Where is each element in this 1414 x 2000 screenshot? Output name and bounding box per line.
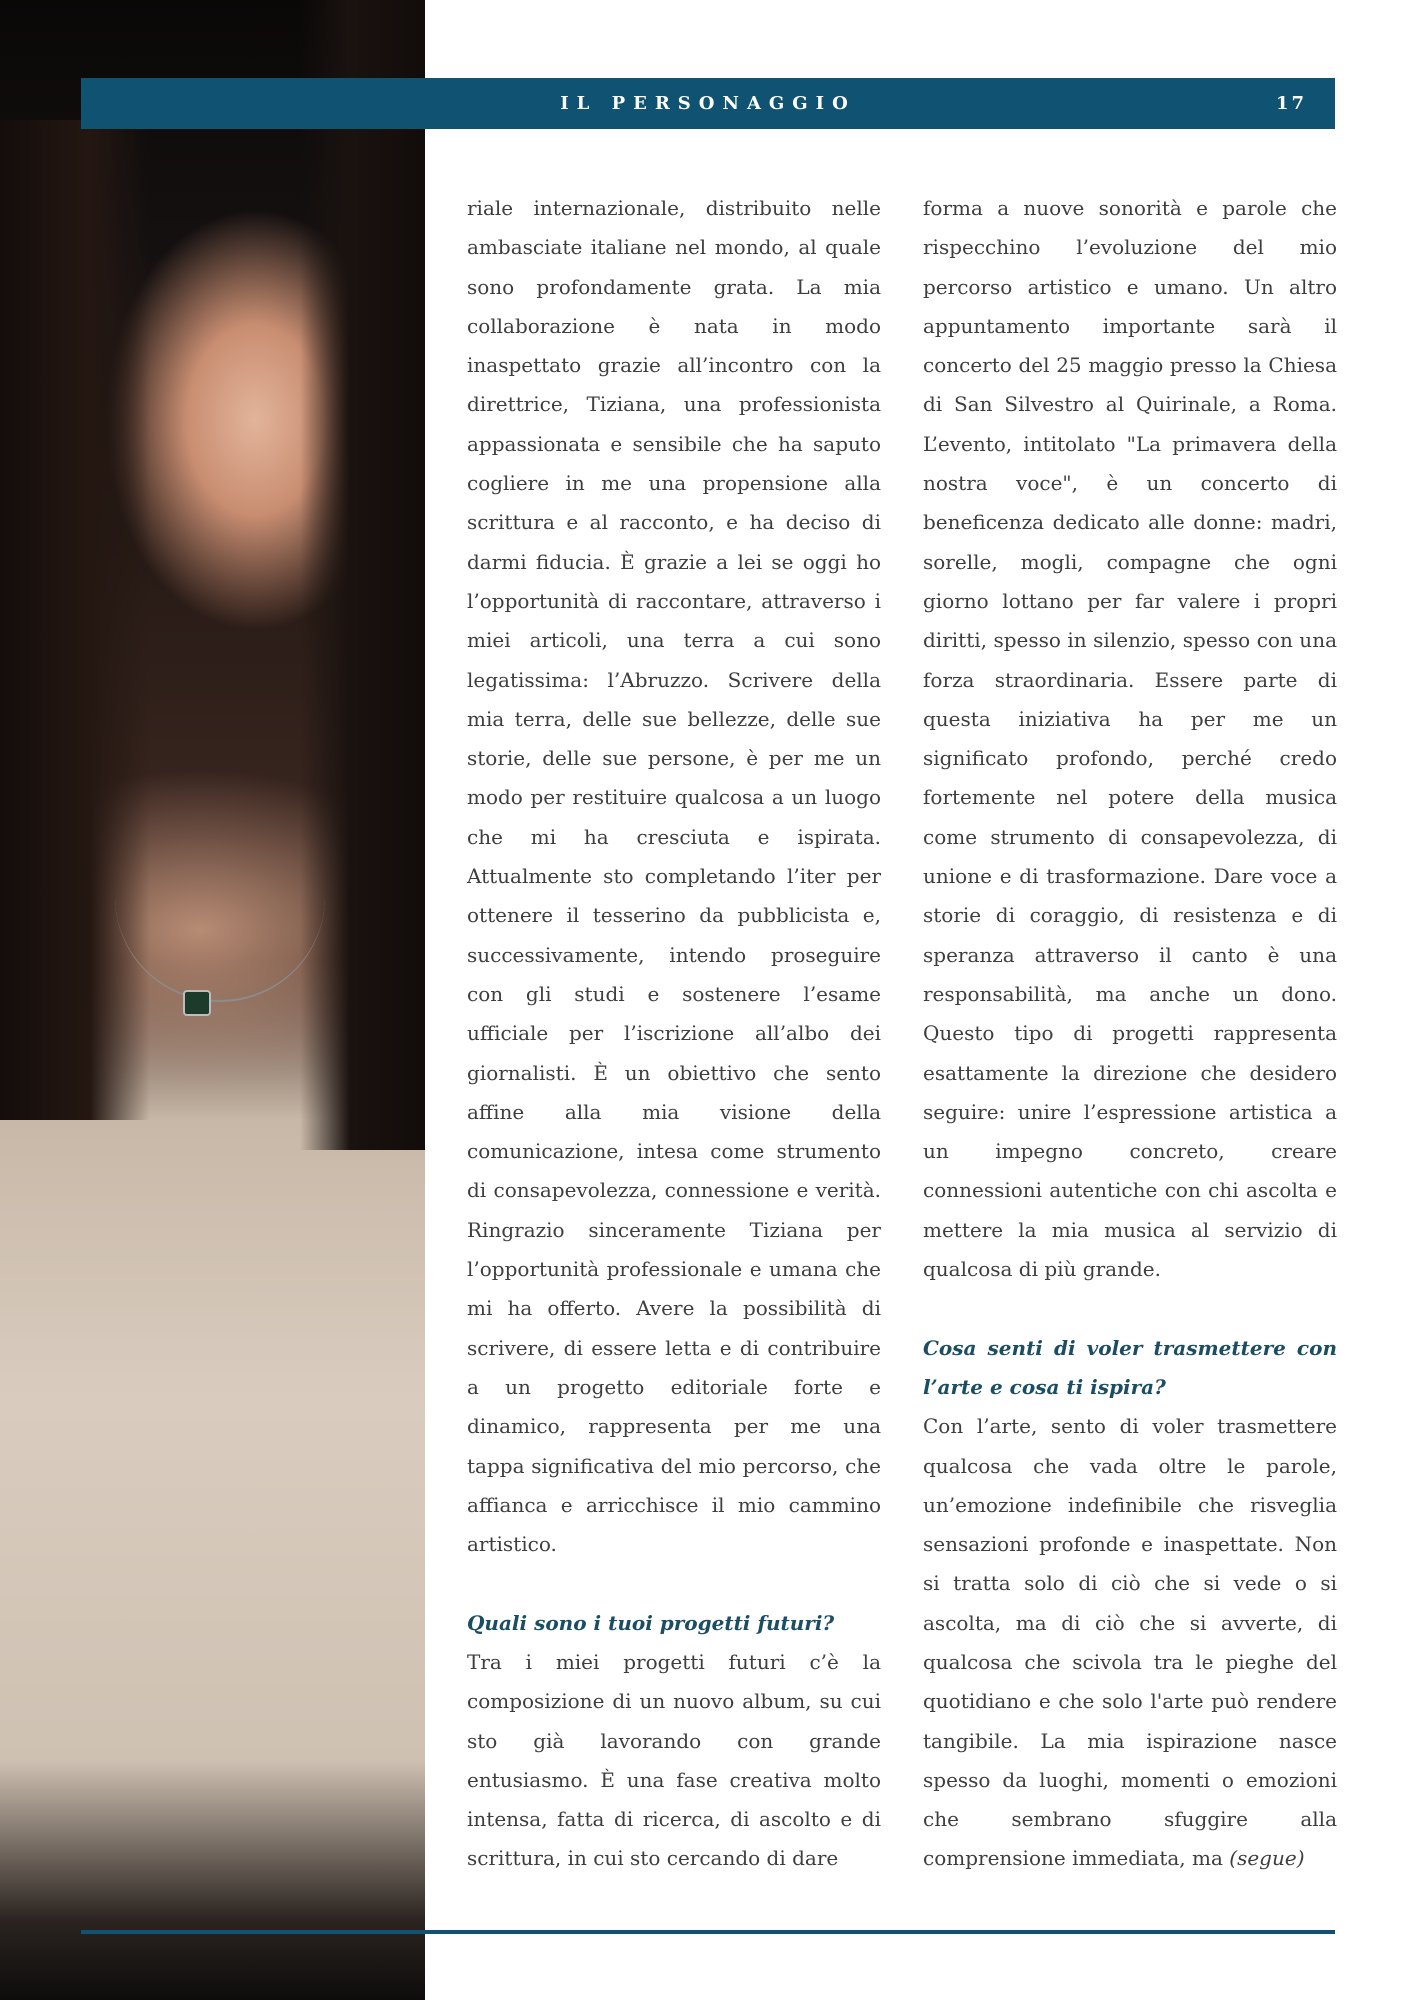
- article-paragraph: Tra i miei progetti futuri c’è la composizione di un nuovo album, su cui sto già lavorando con grande entusiasmo. È una fase creativa molto intensa, fatta di ricerca, di ascolto e di scrittura, in cui sto cercando di dare: [467, 1649, 881, 1871]
- interview-question: Cosa senti di voler trasmettere con l’arte e cosa ti ispira?: [923, 1335, 1337, 1399]
- article-column-left: [467, 189, 881, 1879]
- interview-question: Quali sono i tuoi progetti futuri?: [467, 1610, 835, 1635]
- pendant: [183, 990, 211, 1016]
- section-header-bar: [81, 78, 1335, 129]
- footer-rule: [81, 1930, 1335, 1934]
- hair-shadow-right: [300, 0, 425, 1150]
- article-paragraph: riale internazionale, distribuito nelle ambasciate italiane nel mondo, al quale sono profondamente grata. La mia collaborazione è nata in modo inaspettato grazie all’incontro con la direttrice, Tiziana, una professionista appassionata e sensibile che ha saputo cogliere in me una propensione alla scrittura e al racconto, e ha deciso di darmi fiducia. È grazie a lei se oggi ho l’opportunità di raccontare, attraverso i miei articoli, una terra a cui sono legatissima: l’Abruzzo. Scrivere della mia terra, delle sue bellezze, delle sue storie, delle sue persone, è per me un modo per restituire qualcosa a un luogo che mi ha cresciuta e ispirata. Attualmente sto completando l’iter per ottenere il tesserino da pubblicista e, successivamente, intendo proseguire con gli studi e sostenere l’esame ufficiale per l’iscrizione all’albo dei giornalisti. È un obiettivo che sento affine alla mia visione della comunicazione, intesa come strumento di consapevolezza, connessione e verità. Ringrazio sinceramente Tiziana per l’opportunità professionale e umana che mi ha offerto. Avere la possibilità di scrivere, di essere letta e di contribuire a un progetto editoriale forte e dinamico, rappresenta per me una tappa significativa del mio percorso, che affianca e arricchisce il mio cammino artistico.: [467, 196, 881, 1557]
- article-paragraph: forma a nuove sonorità e parole che rispecchino l’evoluzione del mio percorso artistico e umano. Un altro appuntamento importante sarà il concerto del 25 maggio presso la Chiesa di San Silvestro al Quirinale, a Roma. L’evento, intitolato "La primavera della nostra voce", è un concerto di beneficenza dedicato alle donne: madri, sorelle, mogli, compagne che ogni giorno lottano per far valere i propri diritti, spesso in silenzio, spesso con una forza straordinaria. Essere parte di questa iniziativa ha per me un significato profondo, perché credo fortemente nel potere della musica come strumento di consapevolezza, di unione e di trasformazione. Dare voce a storie di coraggio, di resistenza e di speranza attraverso il canto è una responsabilità, ma anche un dono. Questo tipo di progetti rappresenta esattamente la direzione che desidero seguire: unire l’espressione artistica a un impegno concreto, creare connessioni autentiche con chi ascolta e mettere la mia musica al servizio di qualcosa di più grande.: [923, 196, 1337, 1282]
- hair-shadow-left: [0, 120, 150, 1120]
- article-paragraph: [923, 1407, 1337, 1879]
- article-column-right: [923, 189, 1337, 1879]
- continued-marker: (segue): [1229, 1846, 1305, 1871]
- page-number: 17: [1275, 93, 1307, 114]
- article-paragraph-text: Con l’arte, sento di voler trasmettere qualcosa che vada oltre le parole, un’emozione indefinibile che risveglia sensazioni profonde e inaspettate. Non si tratta solo di ciò che si vede o si ascolta, ma di ciò che si avverte, di qualcosa che scivola tra le pieghe del quotidiano e che solo l'arte può rendere tangibile. La mia ispirazione nasce spesso da luoghi, momenti o emozioni che sembrano sfuggire alla comprensione immediata, ma: [923, 1414, 1337, 1871]
- portrait-photo: [0, 0, 425, 2000]
- section-title: IL PERSONAGGIO: [560, 93, 856, 114]
